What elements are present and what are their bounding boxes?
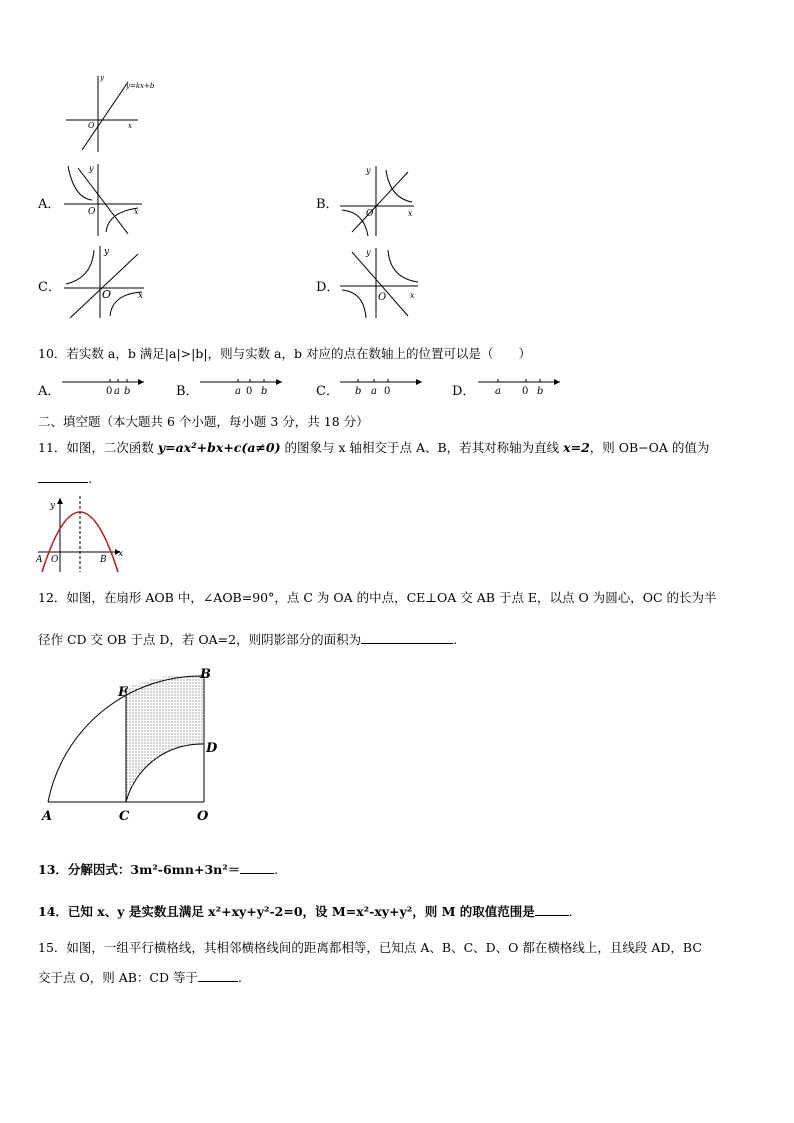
label-a: A: [42, 809, 53, 824]
numberline-arrow: [138, 379, 144, 385]
q15-line2-text: 交于点 O，则 AB：CD 等于: [38, 970, 198, 985]
q12-sector-figure: [36, 664, 226, 826]
y-axis-arrow: [57, 498, 63, 504]
shaded-region: [126, 675, 204, 802]
tick-label-a: a: [114, 386, 120, 397]
q12-line1: 12．如图，在扇形 AOB 中，∠AOB=90°，点 C 为 OA 的中点，CE⊥OA 交 AB 于点 E，以点 O 为圆心，OC 的长为半: [38, 590, 717, 605]
q10-option-c-label[interactable]: C．: [316, 384, 339, 399]
tick-label-0: 0: [106, 386, 113, 397]
line-kxb: [82, 82, 128, 150]
numberline-arrow: [416, 379, 422, 385]
y-label: y: [89, 164, 94, 173]
q10-option-d-label[interactable]: D．: [452, 384, 476, 399]
tick-label-b: b: [124, 386, 131, 397]
q11-text-c: ，则 OB−OA 的值为: [589, 440, 710, 455]
line-label: y=kx+b: [126, 82, 155, 90]
tick-label-a: a: [371, 386, 377, 397]
line: [70, 254, 138, 318]
hyperbola-branch-2: [342, 290, 366, 318]
hyperbola-branch-1: [66, 250, 94, 284]
q10-option-b-label[interactable]: B．: [176, 384, 199, 399]
q11-tail: .: [88, 471, 92, 486]
section-title: 二、填空题（本大题共 6 个小题，每小题 3 分，共 18 分）: [38, 414, 369, 429]
q9-option-b-graph[interactable]: [338, 162, 418, 238]
hyperbola-branch-1: [386, 170, 412, 202]
tick-label-0: 0: [522, 386, 529, 397]
q11-formula: y=ax²+bx+c(a≠0): [157, 440, 281, 455]
q11-text-a: 11．如图，二次函数: [38, 440, 158, 455]
label-o: O: [197, 809, 209, 824]
q13-content: 13．分解因式：3m²-6mn+3n²＝: [38, 862, 241, 877]
q13-text: [38, 860, 278, 878]
y-label: y: [366, 248, 371, 257]
numberline-arrow: [276, 379, 282, 385]
x-label: x: [138, 291, 144, 301]
q13-tail: .: [274, 862, 279, 877]
q15-answer-blank[interactable]: [198, 969, 238, 982]
line: [352, 172, 408, 232]
label-d: D: [206, 741, 218, 756]
x-label: x: [134, 207, 139, 216]
q9-option-a-graph[interactable]: [62, 162, 146, 238]
x-label: x: [128, 122, 132, 130]
q10-option-a-numberline[interactable]: [60, 374, 150, 398]
q11-axis: x=2: [563, 440, 590, 455]
q9-line-graph: [62, 72, 162, 154]
label-a: A: [36, 555, 43, 565]
q14-content: 14．已知 x、y 是实数且满足 x²+xy+y²-2=0，设 M=x²-xy+y²，则 M 的取值范围是: [38, 904, 535, 919]
tick-label-b: b: [261, 386, 268, 397]
q12-line2: [38, 630, 457, 648]
hyperbola-branch-1: [388, 250, 418, 282]
q10-text: 10．若实数 a，b 满足|a|>|b|，则与实数 a，b 对应的点在数轴上的位置可以是（ ）: [38, 346, 531, 361]
q12-line2-text: 径作 CD 交 OB 于点 D，若 OA=2，则阴影部分的面积为: [38, 632, 362, 647]
q10-option-b-numberline[interactable]: [198, 374, 288, 398]
origin-label: O: [378, 292, 387, 303]
tick-label-0: 0: [246, 386, 253, 397]
q11-text-b: 的图象与 x 轴相交于点 A、B，若其对称轴为直线: [280, 440, 564, 455]
label-e: E: [118, 685, 128, 700]
label-b: B: [100, 555, 107, 565]
q11-parabola-figure: [36, 492, 128, 574]
numberline-arrow: [554, 379, 560, 385]
q11-text: [38, 438, 709, 456]
y-label: y: [100, 74, 104, 82]
label-x: x: [118, 549, 124, 559]
tick-label-b: b: [355, 386, 362, 397]
q9-option-d-label[interactable]: D．: [316, 280, 340, 295]
line: [78, 168, 128, 234]
q15-tail: .: [237, 970, 242, 985]
q14-answer-blank[interactable]: [535, 903, 569, 916]
q12-tail: .: [453, 632, 458, 647]
q9-option-c-graph[interactable]: [62, 244, 148, 320]
q14-text: [38, 902, 573, 920]
q11-answer-line: [38, 470, 92, 486]
tick-label-b: b: [537, 386, 544, 397]
q9-option-c-label[interactable]: C．: [38, 280, 61, 295]
y-label: y: [104, 247, 110, 257]
x-label: x: [408, 209, 413, 218]
origin-label: O: [88, 121, 95, 130]
x-label: x: [410, 291, 415, 300]
q9-option-b-label[interactable]: B．: [316, 197, 339, 212]
q10-option-d-numberline[interactable]: [476, 374, 566, 398]
y-label: y: [366, 166, 371, 175]
hyperbola-branch-2: [342, 210, 368, 236]
origin-label: O: [88, 207, 96, 217]
origin-label: O: [366, 209, 374, 219]
q12-answer-blank[interactable]: [361, 631, 453, 644]
q9-option-a-label[interactable]: A．: [38, 197, 61, 212]
label-c: C: [119, 809, 130, 824]
line: [352, 252, 408, 316]
q9-option-d-graph[interactable]: [338, 244, 422, 320]
q15-line2: [38, 968, 242, 986]
q10-option-a-label[interactable]: A．: [38, 384, 61, 399]
label-b: B: [200, 667, 211, 682]
q15-line1: 15．如图，一组平行横格线，其相邻横格线间的距离都相等，已知点 A、B、C、D、O 都在横格线上，且线段 AD，BC: [38, 940, 702, 955]
q13-answer-blank[interactable]: [240, 861, 274, 874]
tick-label-0: 0: [384, 386, 391, 397]
tick-label-a: a: [235, 386, 241, 397]
q11-answer-blank[interactable]: [38, 470, 88, 483]
label-y: y: [50, 501, 56, 511]
tick-label-a: a: [495, 386, 501, 397]
q10-option-c-numberline[interactable]: [338, 374, 428, 398]
label-o: O: [51, 555, 59, 565]
q14-tail: .: [568, 904, 573, 919]
origin-label: O: [102, 288, 112, 301]
